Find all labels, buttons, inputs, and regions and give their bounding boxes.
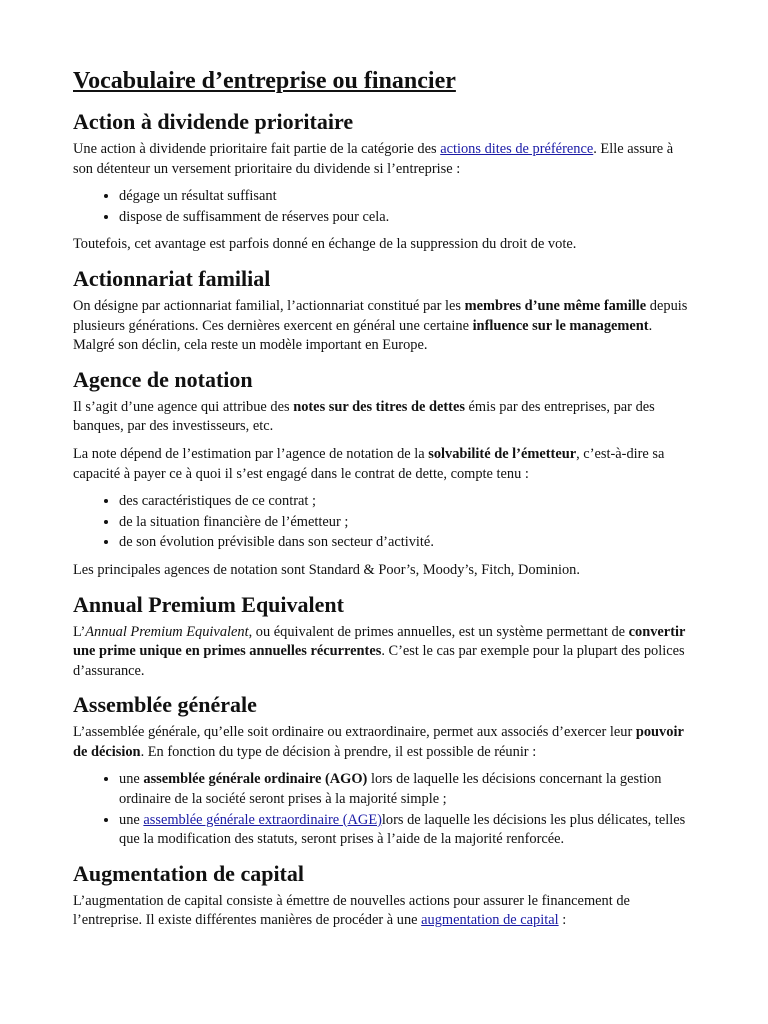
paragraph: [73, 892, 696, 931]
list-item: • de son évolution prévisible dans son secteur d’activité.: [119, 533, 696, 553]
bold-text: pouvoir de décision: [73, 724, 684, 760]
paragraph: [73, 623, 696, 682]
section-heading: Assemblée générale: [73, 692, 257, 718]
bullet-list: [73, 770, 696, 849]
paragraph: [73, 398, 696, 437]
paragraph: Les principales agences de notation sont Standard & Poor’s, Moody’s, Fitch, Dominion.: [73, 561, 580, 578]
bold-text: solvabilité de l’émetteur: [428, 445, 577, 462]
text: Il s’agit d’une agence qui attribue des: [73, 398, 294, 415]
text: . En fonction du type de décision à prendre, il est possible de réunir :: [140, 743, 537, 760]
text: :: [558, 912, 567, 929]
text: L’augmentation de capital consiste à émettre de nouvelles actions pour assurer le financement de l’entreprise. Il existe différentes manières de procéder à une: [73, 892, 630, 929]
section-heading: Agence de notation: [73, 366, 253, 392]
page-title: Vocabulaire d’entreprise ou financier: [73, 68, 456, 94]
link-assemblee-extraordinaire[interactable]: assemblée générale extraordinaire (AGE): [143, 811, 382, 828]
section-actionnariat-familial: [73, 265, 696, 356]
list-item: • dispose de suffisamment de réserves pour cela.: [119, 208, 696, 228]
text: émis par des entreprises, par des banques, par des investisseurs, etc.: [73, 398, 655, 435]
text: , ou équivalent de primes annuelles, est un système permettant de: [248, 623, 629, 640]
paragraph: [73, 445, 696, 484]
text: lors de laquelle les décisions les plus délicates, telles que la modification des statuts, seront prises à l’aide de la majorité renforcée.: [119, 811, 686, 848]
bold-text: notes sur des titres de dettes: [293, 398, 465, 415]
bullet-list: [73, 187, 696, 227]
italic-text: Annual Premium Equivalent: [85, 623, 249, 640]
bold-text: assemblée générale ordinaire (AGO): [143, 771, 368, 788]
text: une: [119, 771, 144, 788]
text: . C’est le cas par exemple pour la plupart des polices d’assurance.: [73, 643, 685, 679]
list-item: • de la situation financière de l’émetteur ;: [119, 513, 696, 533]
text: , c’est-à-dire sa capacité à payer ce à quoi il s’est engagé dans le contrat de dette, compte tenu :: [73, 445, 665, 482]
list-item: • des caractéristiques de ce contrat ;: [119, 492, 696, 512]
text: . Malgré son déclin, cela reste un modèle important en Europe.: [73, 317, 653, 354]
bullet-list: [73, 492, 696, 553]
link-actions-preference[interactable]: actions dites de préférence: [440, 141, 594, 157]
paragraph: [73, 723, 696, 762]
bold-text: membres d’une même famille: [464, 297, 647, 314]
bold-text: influence sur le management: [472, 317, 649, 334]
text: . Elle assure à son détenteur un versement prioritaire du dividende si l’entreprise :: [73, 141, 674, 177]
list-item: [119, 811, 696, 850]
section-heading: Action à dividende prioritaire: [73, 109, 354, 134]
text: une: [119, 811, 144, 828]
text: Une action à dividende prioritaire fait partie de la catégorie des: [73, 141, 441, 157]
text: La note dépend de l’estimation par l’agence de notation de la: [73, 445, 429, 462]
section-agence-notation: [73, 366, 696, 581]
section-heading: Augmentation de capital: [73, 860, 304, 886]
paragraph: [73, 140, 696, 179]
paragraph: [73, 297, 696, 356]
section-annual-premium: [73, 591, 696, 682]
paragraph: Toutefois, cet avantage est parfois donné en échange de la suppression du droit de vote.: [73, 236, 577, 253]
text: depuis plusieurs générations. Ces dernières exercent en général une certaine: [73, 297, 688, 334]
section-action-dividende: [73, 108, 696, 255]
list-item: [119, 770, 696, 809]
text: L’: [73, 623, 86, 640]
text: L’assemblée générale, qu’elle soit ordinaire ou extraordinaire, permet aux associés d’exercer leur: [73, 724, 636, 741]
section-augmentation-capital: [73, 860, 696, 931]
section-assemblee-generale: [73, 691, 696, 850]
bold-text: convertir une prime unique en primes annuelles récurrentes: [73, 623, 686, 660]
link-augmentation-capital[interactable]: augmentation de capital: [421, 912, 559, 929]
section-heading: Actionnariat familial: [73, 265, 271, 291]
list-item: • dégage un résultat suffisant: [119, 187, 696, 207]
text: lors de laquelle les décisions concernant la gestion ordinaire de la société seront prises à la majorité simple ;: [119, 771, 662, 808]
text: On désigne par actionnariat familial, l’actionnariat constitué par les: [73, 297, 465, 314]
section-heading: Annual Premium Equivalent: [73, 591, 344, 617]
